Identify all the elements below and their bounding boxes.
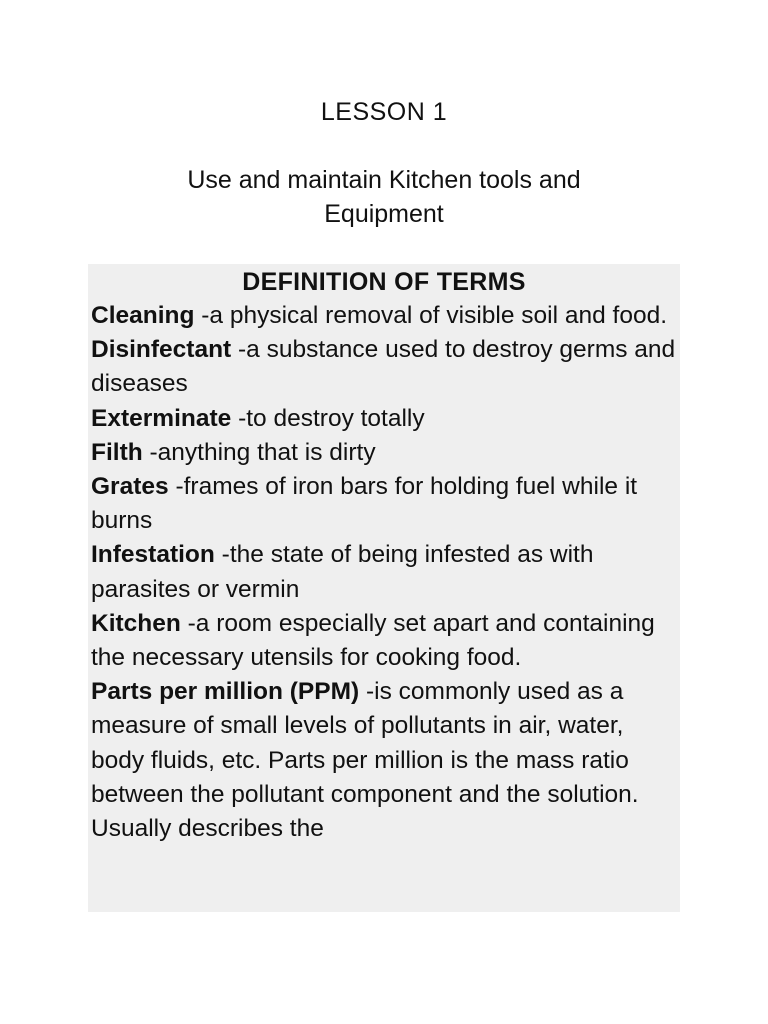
term-definition: -the state of being infested as with parasites or vermin — [91, 541, 594, 603]
term-name: Infestation — [91, 541, 215, 569]
definitions-heading: DEFINITION OF TERMS — [242, 268, 526, 296]
term-definition: -a room especially set apart and containing the necessary utensils for cooking food. — [91, 609, 655, 672]
term-kitchen — [88, 607, 680, 675]
definition-of-terms-box — [88, 264, 680, 912]
term-grates — [88, 470, 680, 538]
lesson-subtitle: Use and maintain Kitchen tools and Equipment — [187, 166, 581, 228]
term-name: Disinfectant — [91, 336, 232, 364]
term-infestation — [88, 538, 680, 606]
term-disinfectant — [88, 333, 680, 401]
term-definition: -frames of iron bars for holding fuel while it burns — [91, 473, 638, 535]
term-parts-per-million — [88, 675, 680, 846]
term-filth — [88, 436, 680, 470]
term-name: Filth — [91, 438, 143, 466]
term-name: Kitchen — [91, 609, 181, 637]
term-name: Grates — [91, 473, 169, 501]
term-name: Exterminate — [91, 404, 232, 432]
term-definition: -anything that is dirty — [142, 438, 376, 466]
term-definition: -a substance used to destroy germs and diseases — [91, 336, 676, 398]
lesson-label: LESSON 1 — [320, 98, 448, 126]
term-definition: -a physical removal of visible soil and food. — [194, 302, 668, 329]
term-name: Cleaning — [91, 302, 195, 329]
term-name: Parts per million (PPM) — [91, 678, 360, 706]
term-cleaning — [88, 299, 680, 333]
term-definition: -to destroy totally — [231, 404, 425, 432]
term-exterminate — [88, 402, 680, 436]
term-definition: -is commonly used as a measure of small levels of pollutants in air, water, body fluids, etc. Parts per million is the mass ratio between the pollutant component and the solution. Usually describes the — [91, 678, 639, 843]
